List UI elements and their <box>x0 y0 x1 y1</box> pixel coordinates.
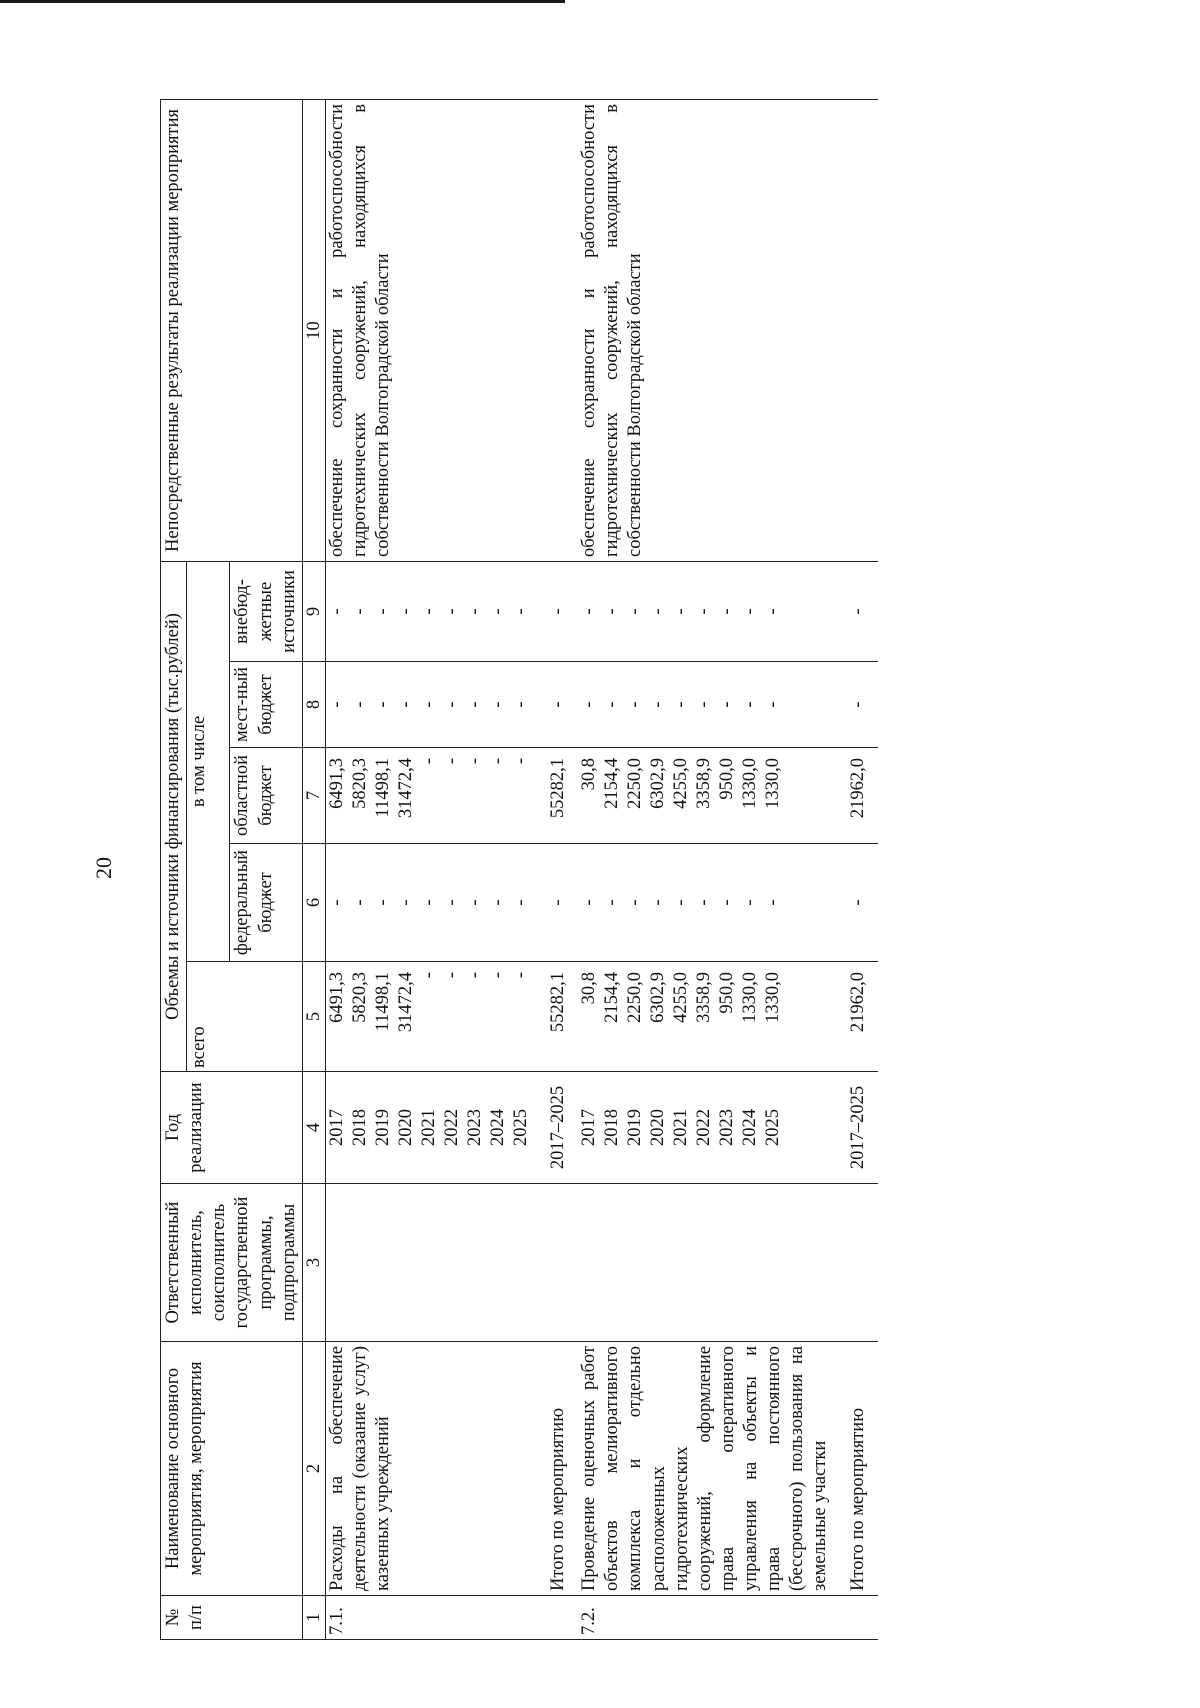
year-list-value: 2023 <box>717 1109 738 1146</box>
regional-list <box>326 748 534 844</box>
year-list-value: 2022 <box>694 1109 715 1146</box>
local-list-value: - <box>717 701 738 708</box>
local-list-value: - <box>373 701 394 708</box>
gap-cell <box>570 1596 578 1640</box>
federal-list-value: - <box>763 899 784 906</box>
total-list-value: 1330,0 <box>740 972 761 1023</box>
col-number: 7 <box>302 748 325 844</box>
subtotal-extra: - <box>533 561 570 661</box>
extra-list-value: - <box>396 608 417 615</box>
extra-list-value: - <box>442 608 463 615</box>
total-list-value: 2250,0 <box>625 972 646 1023</box>
extra-list-value: - <box>740 608 761 615</box>
federal-list-value: - <box>419 899 440 906</box>
gap-cell <box>570 662 578 748</box>
regional-list-value: - <box>442 758 463 765</box>
federal-list-value: - <box>625 899 646 906</box>
extra-list-value: - <box>327 608 348 615</box>
local-list <box>578 662 832 748</box>
federal-list-value: - <box>602 899 623 906</box>
extra-list-value: - <box>511 608 532 615</box>
subtotal-total: 55282,1 <box>533 962 570 1072</box>
extra-list-value: - <box>465 608 486 615</box>
federal-list-value: - <box>717 899 738 906</box>
subtotal-label: Итого по мероприятию <box>533 1342 570 1596</box>
extra-list-value: - <box>488 608 509 615</box>
gap-cell <box>570 1072 578 1184</box>
header-results: Непосредственные результаты реализации мероприятия <box>161 99 303 561</box>
extra-list-value: - <box>602 608 623 615</box>
regional-list-value: - <box>465 758 486 765</box>
gap-cell <box>570 844 578 962</box>
funding-table <box>160 99 878 1640</box>
extra-list-value: - <box>717 608 738 615</box>
regional-list-value: 6491,3 <box>327 758 348 809</box>
header-no: № п/п <box>161 1596 303 1640</box>
regional-list-value: 2154,4 <box>602 758 623 809</box>
header-total: всего <box>187 962 303 1072</box>
gap-cell <box>870 962 878 1072</box>
year-list-value: 2021 <box>419 1109 440 1146</box>
col-number: 3 <box>302 1184 325 1342</box>
header-federal: федеральный бюджет <box>230 844 302 962</box>
extra-list <box>326 561 534 661</box>
subtotal-result <box>833 99 870 561</box>
local-list-value: - <box>327 701 348 708</box>
year-list-value: 2017 <box>327 1109 348 1146</box>
extra-list-value: - <box>671 608 692 615</box>
subtotal-federal: - <box>833 844 870 962</box>
local-list-value: - <box>625 701 646 708</box>
extra-list-value: - <box>648 608 669 615</box>
total-list-value: - <box>488 972 509 979</box>
responsible-cell <box>326 1184 534 1342</box>
regional-list-value: 2250,0 <box>625 758 646 809</box>
total-list-value: 30,8 <box>579 972 600 1005</box>
total-list-value: - <box>442 972 463 979</box>
col-number: 5 <box>302 962 325 1072</box>
gap-cell <box>870 662 878 748</box>
year-list-value: 2025 <box>763 1109 784 1146</box>
subtotal-extra: - <box>833 561 870 661</box>
subtotal-federal: - <box>533 844 570 962</box>
col-number: 10 <box>302 99 325 561</box>
page-number: 20 <box>91 857 116 879</box>
federal-list-value: - <box>579 899 600 906</box>
year-list-value: 2024 <box>740 1109 761 1146</box>
total-list-value: 950,0 <box>717 972 738 1014</box>
extra-list-value: - <box>579 608 600 615</box>
extra-list-value: - <box>694 608 715 615</box>
local-list-value: - <box>671 701 692 708</box>
row-number: 7.1. <box>326 1596 534 1640</box>
header-regional: областной бюджет <box>230 748 302 844</box>
regional-list-value: 11498,1 <box>373 758 394 818</box>
year-list-value: 2022 <box>442 1109 463 1146</box>
gap-cell <box>870 1342 878 1596</box>
header-including: в том числе <box>187 561 230 961</box>
table-header <box>161 99 326 1639</box>
year-list-value: 2019 <box>373 1109 394 1146</box>
result-description: обеспечение сохранности и работоспособности гидротехнических сооружений, находящихся в собственности Волгоградской области <box>578 99 832 561</box>
gap-cell <box>870 1184 878 1342</box>
gap-cell <box>870 1072 878 1184</box>
extra-list-value: - <box>625 608 646 615</box>
federal-list-value: - <box>442 899 463 906</box>
federal-list-value: - <box>465 899 486 906</box>
row-gap <box>570 99 578 1639</box>
local-list-value: - <box>511 701 532 708</box>
year-list-value: 2025 <box>511 1109 532 1146</box>
year-list <box>326 1072 534 1184</box>
total-list-value: 1330,0 <box>763 972 784 1023</box>
year-list-value: 2020 <box>396 1109 417 1146</box>
column-number-row <box>302 99 325 1639</box>
total-list-value: - <box>465 972 486 979</box>
col-number: 8 <box>302 662 325 748</box>
regional-list-value: 1330,0 <box>740 758 761 809</box>
subtotal-row <box>833 99 870 1639</box>
gap-cell <box>570 1342 578 1596</box>
year-list-value: 2019 <box>625 1109 646 1146</box>
gap-cell <box>570 962 578 1072</box>
gap-cell <box>570 1184 578 1342</box>
year-list-value: 2021 <box>671 1109 692 1146</box>
federal-list <box>578 844 832 962</box>
rotated-page-content <box>160 100 1140 1640</box>
header-name: Наименование основного мероприятия, мероприятия <box>161 1342 303 1596</box>
total-list-value: - <box>511 972 532 979</box>
local-list-value: - <box>350 701 371 708</box>
table-row <box>326 99 534 1639</box>
header-local: мест-ный бюджет <box>230 662 302 748</box>
federal-list-value: - <box>648 899 669 906</box>
subtotal-regional: 55282,1 <box>533 748 570 844</box>
gap-cell <box>870 844 878 962</box>
year-list-value: 2023 <box>465 1109 486 1146</box>
scan-edge-line <box>0 0 565 3</box>
subtotal-spacer <box>533 1596 570 1640</box>
regional-list <box>578 748 832 844</box>
local-list-value: - <box>763 701 784 708</box>
subtotal-local: - <box>533 662 570 748</box>
gap-cell <box>570 748 578 844</box>
federal-list-value: - <box>511 899 532 906</box>
local-list-value: - <box>602 701 623 708</box>
local-list-value: - <box>442 701 463 708</box>
local-list <box>326 662 534 748</box>
total-list <box>326 962 534 1072</box>
gap-cell <box>870 748 878 844</box>
federal-list-value: - <box>350 899 371 906</box>
federal-list-value: - <box>373 899 394 906</box>
federal-list <box>326 844 534 962</box>
gap-cell <box>870 1596 878 1640</box>
federal-list-value: - <box>671 899 692 906</box>
col-number: 9 <box>302 561 325 661</box>
regional-list-value: - <box>488 758 509 765</box>
total-list-value: 31472,4 <box>396 972 417 1033</box>
table-row <box>578 99 832 1639</box>
regional-list-value: 1330,0 <box>763 758 784 809</box>
extra-list-value: - <box>350 608 371 615</box>
header-responsible: Ответственный исполнитель, соисполнитель государственной программы, подпрограммы <box>161 1184 303 1342</box>
total-list-value: 5820,3 <box>350 972 371 1023</box>
responsible-cell <box>578 1184 832 1342</box>
year-list-value: 2024 <box>488 1109 509 1146</box>
total-list-value: 11498,1 <box>373 972 394 1032</box>
subtotal-row <box>533 99 570 1639</box>
subtotal-local: - <box>833 662 870 748</box>
extra-list-value: - <box>373 608 394 615</box>
subtotal-spacer <box>833 1596 870 1640</box>
local-list-value: - <box>465 701 486 708</box>
subtotal-total: 21962,0 <box>833 962 870 1072</box>
gap-cell <box>870 99 878 561</box>
measure-name: Расходы на обеспечение деятельности (оказание услуг) казенных учреждений <box>326 1342 534 1596</box>
year-list-value: 2017 <box>579 1109 600 1146</box>
header-funding: Объемы и источники финансирования (тыс.рублей) <box>161 561 187 1071</box>
header-extra: внебюд-жетные источники <box>230 561 302 661</box>
total-list-value: 6302,9 <box>648 972 669 1023</box>
regional-list-value: 6302,9 <box>648 758 669 809</box>
subtotal-years: 2017–2025 <box>533 1072 570 1184</box>
total-list <box>578 962 832 1072</box>
regional-list-value: 950,0 <box>717 758 738 800</box>
extra-list-value: - <box>763 608 784 615</box>
total-list-value: 6491,3 <box>327 972 348 1023</box>
col-number: 4 <box>302 1072 325 1184</box>
local-list-value: - <box>694 701 715 708</box>
local-list-value: - <box>740 701 761 708</box>
year-list-value: 2018 <box>350 1109 371 1146</box>
gap-cell <box>870 561 878 661</box>
regional-list-value: 30,8 <box>579 758 600 791</box>
local-list-value: - <box>419 701 440 708</box>
year-list <box>578 1072 832 1184</box>
row-gap <box>870 99 878 1639</box>
subtotal-responsible <box>833 1184 870 1342</box>
local-list-value: - <box>488 701 509 708</box>
gap-cell <box>570 99 578 561</box>
header-year: Год реализации <box>161 1072 303 1184</box>
subtotal-regional: 21962,0 <box>833 748 870 844</box>
regional-list-value: 4255,0 <box>671 758 692 809</box>
table-body <box>326 99 878 1639</box>
subtotal-label: Итого по мероприятию <box>833 1342 870 1596</box>
local-list-value: - <box>648 701 669 708</box>
federal-list-value: - <box>327 899 348 906</box>
federal-list-value: - <box>694 899 715 906</box>
row-number: 7.2. <box>578 1596 832 1640</box>
result-description: обеспечение сохранности и работоспособности гидротехнических сооружений, находящихся в собственности Волгоградской области <box>326 99 534 561</box>
federal-list-value: - <box>396 899 417 906</box>
local-list-value: - <box>579 701 600 708</box>
subtotal-responsible <box>533 1184 570 1342</box>
subtotal-result <box>533 99 570 561</box>
regional-list-value: 31472,4 <box>396 758 417 819</box>
regional-list-value: - <box>419 758 440 765</box>
gap-cell <box>570 561 578 661</box>
extra-list <box>578 561 832 661</box>
total-list-value: 4255,0 <box>671 972 692 1023</box>
regional-list-value: 3358,9 <box>694 758 715 809</box>
regional-list-value: 5820,3 <box>350 758 371 809</box>
regional-list-value: - <box>511 758 532 765</box>
year-list-value: 2018 <box>602 1109 623 1146</box>
total-list-value: 2154,4 <box>602 972 623 1023</box>
col-number: 1 <box>302 1596 325 1640</box>
local-list-value: - <box>396 701 417 708</box>
col-number: 2 <box>302 1342 325 1596</box>
col-number: 6 <box>302 844 325 962</box>
federal-list-value: - <box>488 899 509 906</box>
total-list-value: - <box>419 972 440 979</box>
extra-list-value: - <box>419 608 440 615</box>
federal-list-value: - <box>740 899 761 906</box>
measure-name: Проведение оценочных работ объектов мелиоративного комплекса и отдельно расположенных гидротехнических сооружений, оформление права оперативного управления на объекты и права постоянного (бессрочного) пользования на земельные участки <box>578 1342 832 1596</box>
year-list-value: 2020 <box>648 1109 669 1146</box>
total-list-value: 3358,9 <box>694 972 715 1023</box>
subtotal-years: 2017–2025 <box>833 1072 870 1184</box>
